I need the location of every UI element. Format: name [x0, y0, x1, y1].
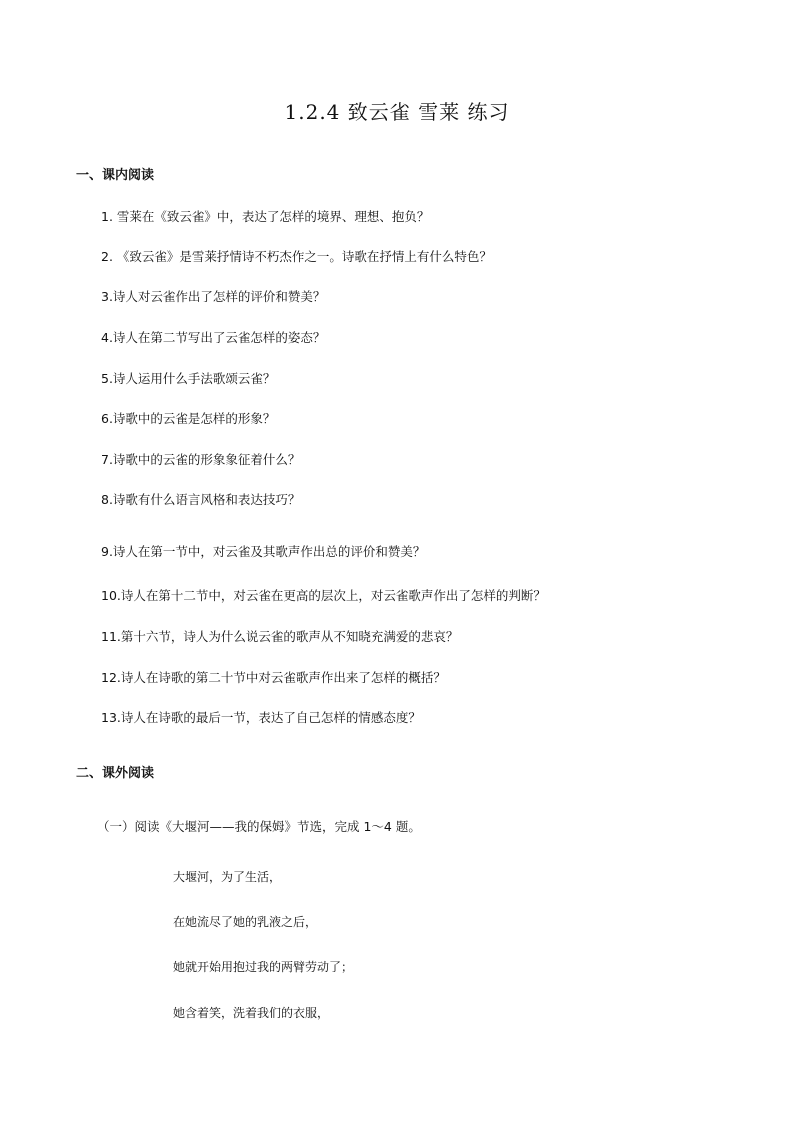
question-item: 1. 雪莱在《致云雀》中，表达了怎样的境界、理想、抱负？ — [101, 209, 430, 224]
question-item: 12.诗人在诗歌的第二十节中对云雀歌声作出来了怎样的概括？ — [101, 670, 446, 685]
question-item: 6.诗歌中的云雀是怎样的形象？ — [101, 411, 276, 426]
question-item: 2. 《致云雀》是雪莱抒情诗不朽杰作之一。诗歌在抒情上有什么特色？ — [101, 249, 492, 264]
question-item: 3.诗人对云雀作出了怎样的评价和赞美？ — [101, 289, 326, 304]
question-item: 13.诗人在诗歌的最后一节，表达了自己怎样的情感态度？ — [101, 710, 421, 725]
poem-line: 在她流尽了她的乳液之后， — [173, 915, 318, 929]
question-item: 10.诗人在第十二节中，对云雀在更高的层次上，对云雀歌声作出了怎样的判断？ — [101, 588, 546, 603]
poem-line: 大堰河，为了生活， — [173, 870, 282, 884]
question-item: 11.第十六节，诗人为什么说云雀的歌声从不知晓充满爱的悲哀？ — [101, 629, 459, 644]
section-heading-extra-reading: 二、课外阅读 — [76, 766, 155, 781]
reading-intro: （一）阅读《大堰河——我的保姆》节选，完成 1～4 题。 — [97, 819, 421, 834]
question-item: 5.诗人运用什么手法歌颂云雀？ — [101, 371, 276, 386]
page-title: 1.2.4 致云雀 雪莱 练习 — [284, 100, 510, 124]
section-heading-in-class: 一、课内阅读 — [76, 168, 155, 183]
question-item: 8.诗歌有什么语言风格和表达技巧？ — [101, 492, 301, 507]
question-item: 7.诗歌中的云雀的形象象征着什么？ — [101, 452, 301, 467]
poem-line: 她含着笑，洗着我们的衣服， — [173, 1006, 330, 1020]
question-item: 9.诗人在第一节中，对云雀及其歌声作出总的评价和赞美？ — [101, 544, 426, 559]
question-item: 4.诗人在第二节写出了云雀怎样的姿态？ — [101, 330, 326, 345]
poem-line: 她就开始用抱过我的两臂劳动了； — [173, 960, 354, 974]
